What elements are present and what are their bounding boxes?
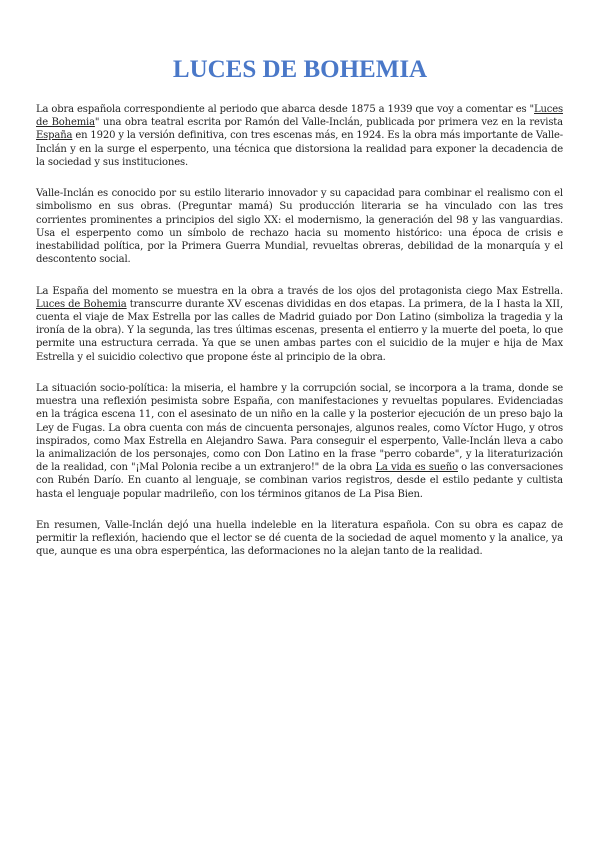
paragraph-structure-text-b: transcurre durante XV escenas divididas en dos etapas. La primera, de la I hasta la XII, cuenta el viaje de Max Estrella por las calles de Madrid guiado por Don Latino (simboliza la tragedia y la ironía de la obra). Y la segunda, las tres últimas escenas, presenta el entierro y la muerte del poeta, lo que permite una estructura cerrada. Ya que se unen ambas partes con el suicidio de la mujer e hija de Max Estrella y el suicidio colectivo que propone éste al principio de la obra. — [36, 298, 563, 363]
work-title-luces-de-bohemia: Luces de Bohemia — [36, 104, 563, 129]
paragraph-context-text-a: La situación socio-política: la miseria, el hambre y la corrupción social, se incorpora a la trama, donde se muestra una reflexión pesimista sobre España, con manifestaciones y revueltas populares. Evidenciadas en la trágica escena 11, con el asesinato de un niño en la calle y la posterior ejecución de un preso bajo la Ley de Fugas. La obra cuenta con más de cincuenta personajes, algunos reales, como Víctor Hugo, y otros inspirados, como Max Estrella en Alejandro Sawa. Para conseguir el esperpento, Valle-Inclán lleva a cabo la animalización de los personajes, como con Don Latino en la frase "perro cobarde", y la literaturización de la realidad, con "¡Mal Polonia recibe a un extranjero!" de la obra — [36, 383, 563, 474]
magazine-title-espana: España — [36, 130, 73, 142]
paragraph-intro — [36, 103, 563, 169]
paragraph-author: Valle-Inclán es conocido por su estilo literario innovador y su capacidad para combinar el realismo con el simbolismo en sus obras. (Preguntar mamá) Su producción literaria se ha vinculado con las tres corrientes prominentes a principios del siglo XX: el modernismo, la generación del 98 y las vanguardias. Usa el esperpento como un símbolo de rechazo hacia su momento histórico: una época de crisis e inestabilidad política, por la Primera Guerra Mundial, revueltas obreras, debilidad de la monarquía y el descontento social. — [36, 188, 563, 266]
paragraph-conclusion: En resumen, Valle-Inclán dejó una huella indeleble en la literatura española. Con su obra es capaz de permitir la reflexión, haciendo que el lector se dé cuenta de la sociedad de aquel momento y la analice, ya que, aunque es una obra esperpéntica, las deformaciones no la alejan tanto de la realidad. — [36, 520, 563, 558]
paragraph-intro-text-a: La obra española correspondiente al periodo que abarca desde 1875 a 1939 que voy a comentar es " — [36, 104, 535, 115]
page-title: LUCES DE BOHEMIA — [172, 56, 428, 83]
paragraph-intro-text-b: " una obra teatral escrita por Ramón del Valle-Inclán, publicada por primera vez en la revista — [94, 117, 563, 129]
paragraph-context — [36, 382, 563, 501]
work-title-la-vida-es-sueno: La vida es sueño — [375, 462, 458, 474]
paragraph-structure-text-a: La España del momento se muestra en la obra a través de los ojos del protagonista ciego Max Estrella. — [36, 285, 563, 297]
document-body — [36, 103, 563, 577]
paragraph-context-text-b: o las conversaciones con Rubén Darío. En cuanto al lenguaje, se combinan varios registros, desde el estilo pedante y cultista hasta el lenguaje popular madrileño, con los términos gitanos de La Pisa Bien. — [36, 462, 564, 500]
paragraph-intro-text-c: en 1920 y la versión definitiva, con tres escenas más, en 1924. Es la obra más importante de Valle-Inclán y en la surge el esperpento, una técnica que distorsiona la realidad para exponer la decadencia de la sociedad y sus instituciones. — [36, 130, 563, 168]
paragraph-structure — [36, 285, 563, 364]
work-title-luces-de-bohemia-2: Luces de Bohemia — [36, 298, 127, 310]
